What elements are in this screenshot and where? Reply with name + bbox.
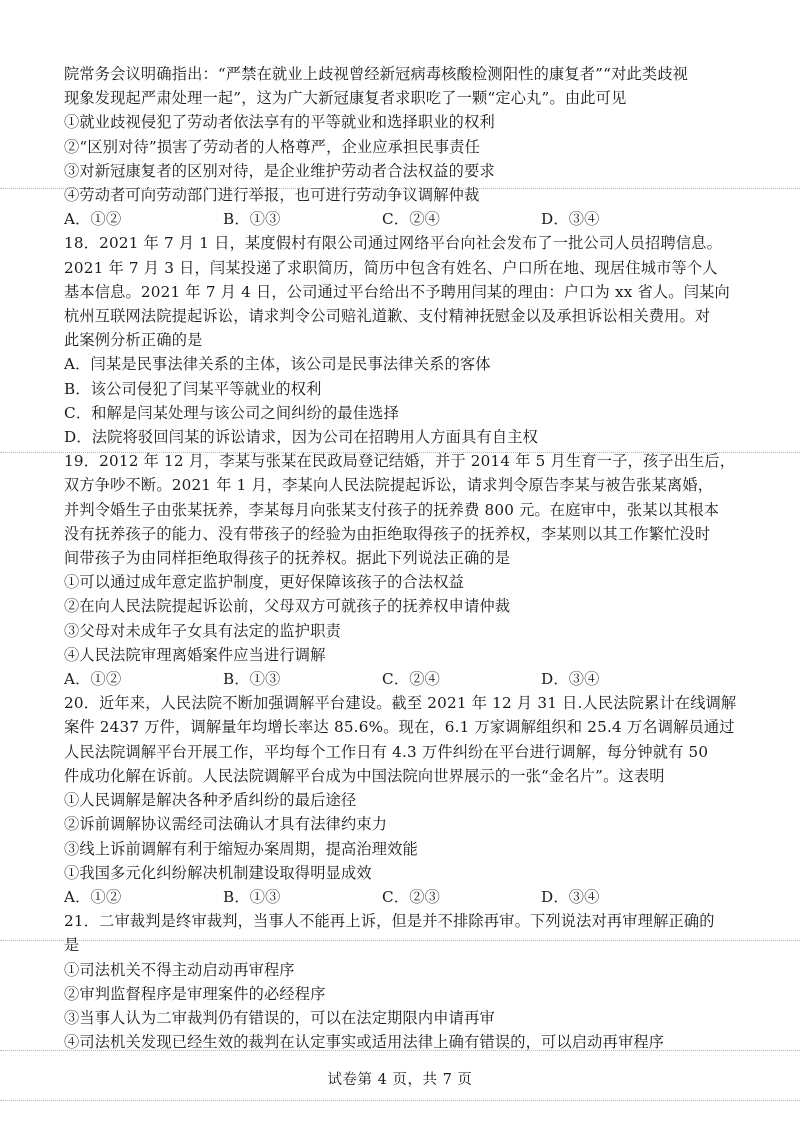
stem-line: 案件 2437 万件，调解量年均增长率达 85.6%。现在，6.1 万家调解组织和 25.4 万名调解员通过: [64, 718, 735, 737]
statement-item: ③父母对未成年子女具有法定的监护职责: [64, 621, 341, 640]
statement-item: ③对新冠康复者的区别对待，是企业维护劳动者合法权益的要求: [64, 161, 495, 180]
statement-item: ①我国多元化纠纷解决机制建设取得明显成效: [64, 863, 372, 882]
statement-item: ②“区别对待”损害了劳动者的人格尊严，企业应承担民事责任: [64, 137, 481, 156]
stem-line: 19．2012 年 12 月，李某与张某在民政局登记结婚，并于 2014 年 5 月生育一子，孩子出生后，: [64, 452, 736, 471]
stem-line: 双方争吵不断。2021 年 1 月，李某向人民法院提起诉讼，请求判令原告李某与被告张某离婚，: [64, 476, 714, 495]
stem-line: 件成功化解在诉前。人民法院调解平台成为中国法院向世界展示的一张“金名片”。这表明: [64, 766, 665, 785]
option-a: A．①②: [64, 210, 122, 229]
option-d: D．③④: [541, 210, 600, 229]
page-footer: 试卷第 4 页，共 7 页: [327, 1072, 473, 1088]
option-c: C．②④: [382, 210, 440, 229]
statement-item: ②审判监督程序是审理案件的必经程序: [64, 984, 326, 1003]
question-21: [64, 909, 784, 1054]
choice-d: D．法院将驳回闫某的诉讼请求，因为公司在招聘用人方面具有自主权: [64, 428, 539, 447]
statement-item: ③线上诉前调解有利于缩短办案周期，提高治理效能: [64, 839, 418, 858]
stem-line: 基本信息。2021 年 7 月 4 日，公司通过平台给出不予聘用闫某的理由：户口为 xx 省人。闫某向: [64, 282, 730, 301]
stem-line: 2021 年 7 月 3 日，闫某投递了求职简历，简历中包含有姓名、户口所在地、现居住城市等个人: [64, 258, 718, 277]
stem-line: 20．近年来，人民法院不断加强调解平台建设。截至 2021 年 12 月 31 日.人民法院累计在线调解: [64, 694, 737, 713]
stem-line: 院常务会议明确指出：“严禁在就业上歧视曾经新冠病毒核酸检测阳性的康复者”“对此类歧视: [64, 65, 689, 83]
option-a: A．①②: [64, 887, 122, 906]
answer-options: [64, 885, 784, 909]
statement-item: ③当事人认为二审裁判仍有错误的，可以在法定期限内申请再审: [64, 1008, 495, 1027]
question-20: [64, 691, 784, 909]
stem-line: 21．二审裁判是终审裁判，当事人不能再上诉，但是并不排除再审。下列说法对再审理解正确的: [64, 912, 715, 931]
stem-line: 此案例分析正确的是: [64, 331, 203, 350]
option-c: C．②④: [382, 670, 440, 689]
statement-item: ②在向人民法院提起诉讼前，父母双方可就孩子的抚养权申请仲裁: [64, 597, 511, 616]
choice-c: C．和解是闫某处理与该公司之间纠纷的最佳选择: [64, 403, 399, 422]
stem-line: 现象发现起严肃处理一起”，这为广大新冠康复者求职吃了一颗“定心丸”。由此可见: [64, 89, 627, 108]
option-b: B．①③: [223, 210, 281, 229]
statement-item: ②诉前调解协议需经司法确认才具有法律约束力: [64, 815, 388, 834]
stem-line: 并判令婚生子由张某抚养，李某每月向张某支付孩子的抚养费 800 元。在庭审中，张某以其根本: [64, 500, 720, 519]
stem-line: 没有抚养孩子的能力、没有带孩子的经验为由拒绝取得孩子的抚养权，李某则以其工作繁忙没时: [64, 524, 711, 543]
choice-a: A．闫某是民事法律关系的主体，该公司是民事法律关系的客体: [64, 355, 491, 374]
statement-item: ①可以通过成年意定监护制度，更好保障该孩子的合法权益: [64, 573, 465, 592]
option-b: B．①③: [223, 887, 281, 906]
option-c: C．②③: [382, 887, 440, 906]
choice-b: B．该公司侵犯了闫某平等就业的权利: [64, 379, 322, 398]
option-d: D．③④: [541, 670, 600, 689]
answer-options: [64, 207, 784, 231]
statement-item: ④司法机关发现已经生效的裁判在认定事实或适用法律上确有错误的，可以启动再审程序: [64, 1033, 665, 1052]
option-b: B．①③: [223, 670, 281, 689]
statement-item: ①就业歧视侵犯了劳动者依法享有的平等就业和选择职业的权利: [64, 113, 495, 132]
stem-line: 是: [64, 936, 80, 955]
stem-line: 18．2021 年 7 月 1 日，某度假村有限公司通过网络平台向社会发布了一批公司人员招聘信息。: [64, 234, 722, 253]
question-19: [64, 449, 784, 691]
statement-item: ①司法机关不得主动启动再审程序: [64, 960, 295, 979]
statement-item: ④人民法院审理离婚案件应当进行调解: [64, 645, 326, 664]
answer-options: [64, 667, 784, 691]
stem-line: 间带孩子为由同样拒绝取得孩子的抚养权。据此下列说法正确的是: [64, 549, 511, 568]
dotted-line: [0, 1100, 800, 1101]
question-18: [64, 231, 784, 449]
question-17: [64, 62, 784, 231]
question-content: [64, 62, 784, 1054]
option-d: D．③④: [541, 887, 600, 906]
stem-line: 人民法院调解平台开展工作，平均每个工作日有 4.3 万件纠纷在平台进行调解，每分钟就有 50: [64, 742, 709, 761]
statement-item: ①人民调解是解决各种矛盾纠纷的最后途径: [64, 791, 357, 810]
option-a: A．①②: [64, 670, 122, 689]
stem-line: 杭州互联网法院提起诉讼，请求判令公司赔礼道歉、支付精神抚慰金以及承担诉讼相关费用。对: [64, 307, 711, 326]
statement-item: ④劳动者可向劳动部门进行举报，也可进行劳动争议调解仲裁: [64, 186, 480, 205]
